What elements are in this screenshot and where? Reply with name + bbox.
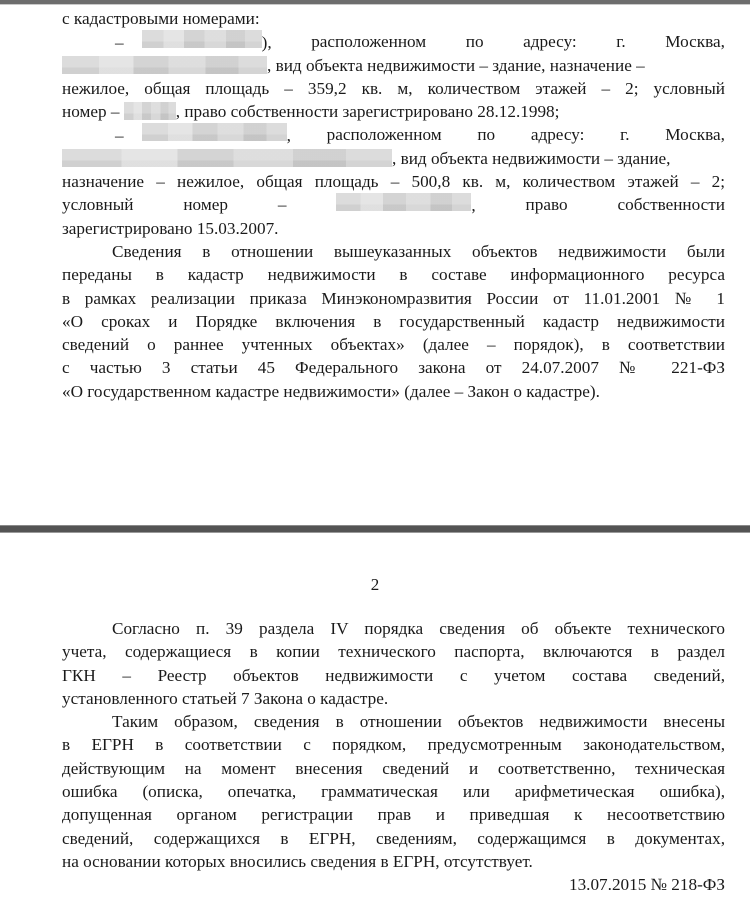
cutoff-text-line bbox=[62, 873, 725, 896]
text-word: адресу: bbox=[530, 125, 585, 145]
text-word: Москва, bbox=[665, 32, 725, 52]
text-word: Москва, bbox=[665, 125, 725, 145]
redacted-address bbox=[62, 56, 267, 74]
text-line: допущенная органом регистрации прав и приведшая к несоответствию bbox=[62, 805, 725, 825]
text-fragment: , право собственности зарегистрировано 28.12.1998; bbox=[175, 102, 560, 122]
object-1-line-4 bbox=[62, 100, 725, 123]
text-word: расположенном bbox=[311, 32, 427, 52]
object-2-line-4 bbox=[62, 193, 725, 216]
dash: – bbox=[115, 126, 124, 146]
text-line: сведений о раннее учтенных объектах» (далее – порядок), в соответствии bbox=[62, 335, 725, 355]
paragraph-cadastre-transfer bbox=[62, 240, 725, 403]
page-2-text bbox=[62, 617, 725, 897]
object-2-line-2 bbox=[62, 147, 725, 170]
text-line: назначение – нежилое, общая площадь – 500,8 кв. м, количеством этажей – 2; bbox=[62, 172, 725, 192]
document-page-1 bbox=[0, 5, 750, 525]
redacted-conditional-number bbox=[336, 193, 471, 211]
page-number: 2 bbox=[370, 575, 380, 594]
text-word: номер bbox=[183, 195, 228, 215]
text-fragment: , вид объекта недвижимости – здание, bbox=[392, 148, 671, 168]
text-word: , bbox=[286, 126, 291, 146]
text-line: в ЕГРН в соответствии с порядком, предусмотренным законодательством, bbox=[62, 735, 725, 755]
text-word: – bbox=[277, 195, 287, 215]
text-line: учета, содержащиеся в копии технического паспорта, включаются в раздел bbox=[62, 642, 725, 662]
redacted-cadastral-number bbox=[142, 30, 262, 48]
text-word: г. bbox=[616, 32, 626, 52]
page-1-text bbox=[62, 7, 725, 403]
text-line: на основании которых вносились сведения в ЕГРН, отсутствует. bbox=[62, 851, 533, 871]
paragraph-technical-passport bbox=[62, 617, 725, 710]
text-line: «О сроках и Порядке включения в государственный кадастр недвижимости bbox=[62, 311, 725, 331]
text-word: , bbox=[471, 196, 476, 216]
text-line: установленного статьей 7 Закона о кадастре. bbox=[62, 688, 389, 708]
text-line: Согласно п. 39 раздела IV порядка сведения об объекте технического bbox=[112, 619, 725, 638]
text-line: зарегистрировано 15.03.2007. bbox=[62, 218, 279, 238]
text-line: ГКН – Реестр объектов недвижимости с учетом состава сведений, bbox=[62, 665, 725, 685]
document-page-2 bbox=[0, 534, 750, 895]
object-1-line-1 bbox=[62, 30, 725, 53]
redacted-cadastral-number bbox=[142, 123, 287, 141]
page-separator bbox=[0, 525, 750, 533]
text-word: расположенном bbox=[326, 125, 442, 145]
redacted-conditional-number bbox=[124, 102, 176, 120]
text-word: по bbox=[465, 32, 484, 52]
text-line: сведений, содержащихся в ЕГРН, сведениям, содержащимся в документах, bbox=[62, 828, 725, 848]
paragraph-egrn-conclusion bbox=[62, 710, 725, 873]
text-line: нежилое, общая площадь – 359,2 кв. м, количеством этажей – 2; условный bbox=[62, 78, 725, 98]
text-line: в рамках реализации приказа Минэкономразвития России от 11.01.2001 № 1 bbox=[62, 288, 725, 308]
text-fragment: , вид объекта недвижимости – здание, назначение – bbox=[267, 55, 645, 75]
text-fragment: 13.07.2015 № 218-ФЗ bbox=[568, 875, 725, 895]
text-fragment: номер – bbox=[62, 102, 120, 122]
text-word: по bbox=[477, 125, 496, 145]
text-line: Сведения в отношении вышеуказанных объектов недвижимости были bbox=[112, 241, 725, 261]
text-line: ошибка (описка, опечатка, грамматическая или арифметическая ошибка), bbox=[62, 782, 725, 802]
text-word: г. bbox=[620, 125, 630, 145]
text-word: собственности bbox=[617, 195, 725, 215]
object-2-line-1 bbox=[62, 123, 725, 146]
dash: – bbox=[115, 33, 124, 53]
text-word: условный bbox=[62, 195, 134, 215]
object-1-line-2 bbox=[62, 54, 725, 77]
text-line: переданы в кадастр недвижимости в составе информационного ресурса bbox=[62, 265, 725, 285]
text-word: ), bbox=[261, 33, 272, 53]
text-line: Таким образом, сведения в отношении объектов недвижимости внесены bbox=[112, 712, 725, 732]
text-line: с кадастровыми номерами: bbox=[62, 9, 260, 28]
text-line: действующим на момент внесения сведений и соответственно, техническая bbox=[62, 758, 725, 778]
text-word: право bbox=[525, 195, 568, 215]
text-line: «О государственном кадастре недвижимости» (далее – Закон о кадастре). bbox=[62, 381, 600, 401]
redacted-address bbox=[62, 149, 392, 167]
text-line: с частью 3 статьи 45 Федерального закона от 24.07.2007 № 221-ФЗ bbox=[62, 358, 725, 378]
text-word: адресу: bbox=[523, 32, 577, 52]
